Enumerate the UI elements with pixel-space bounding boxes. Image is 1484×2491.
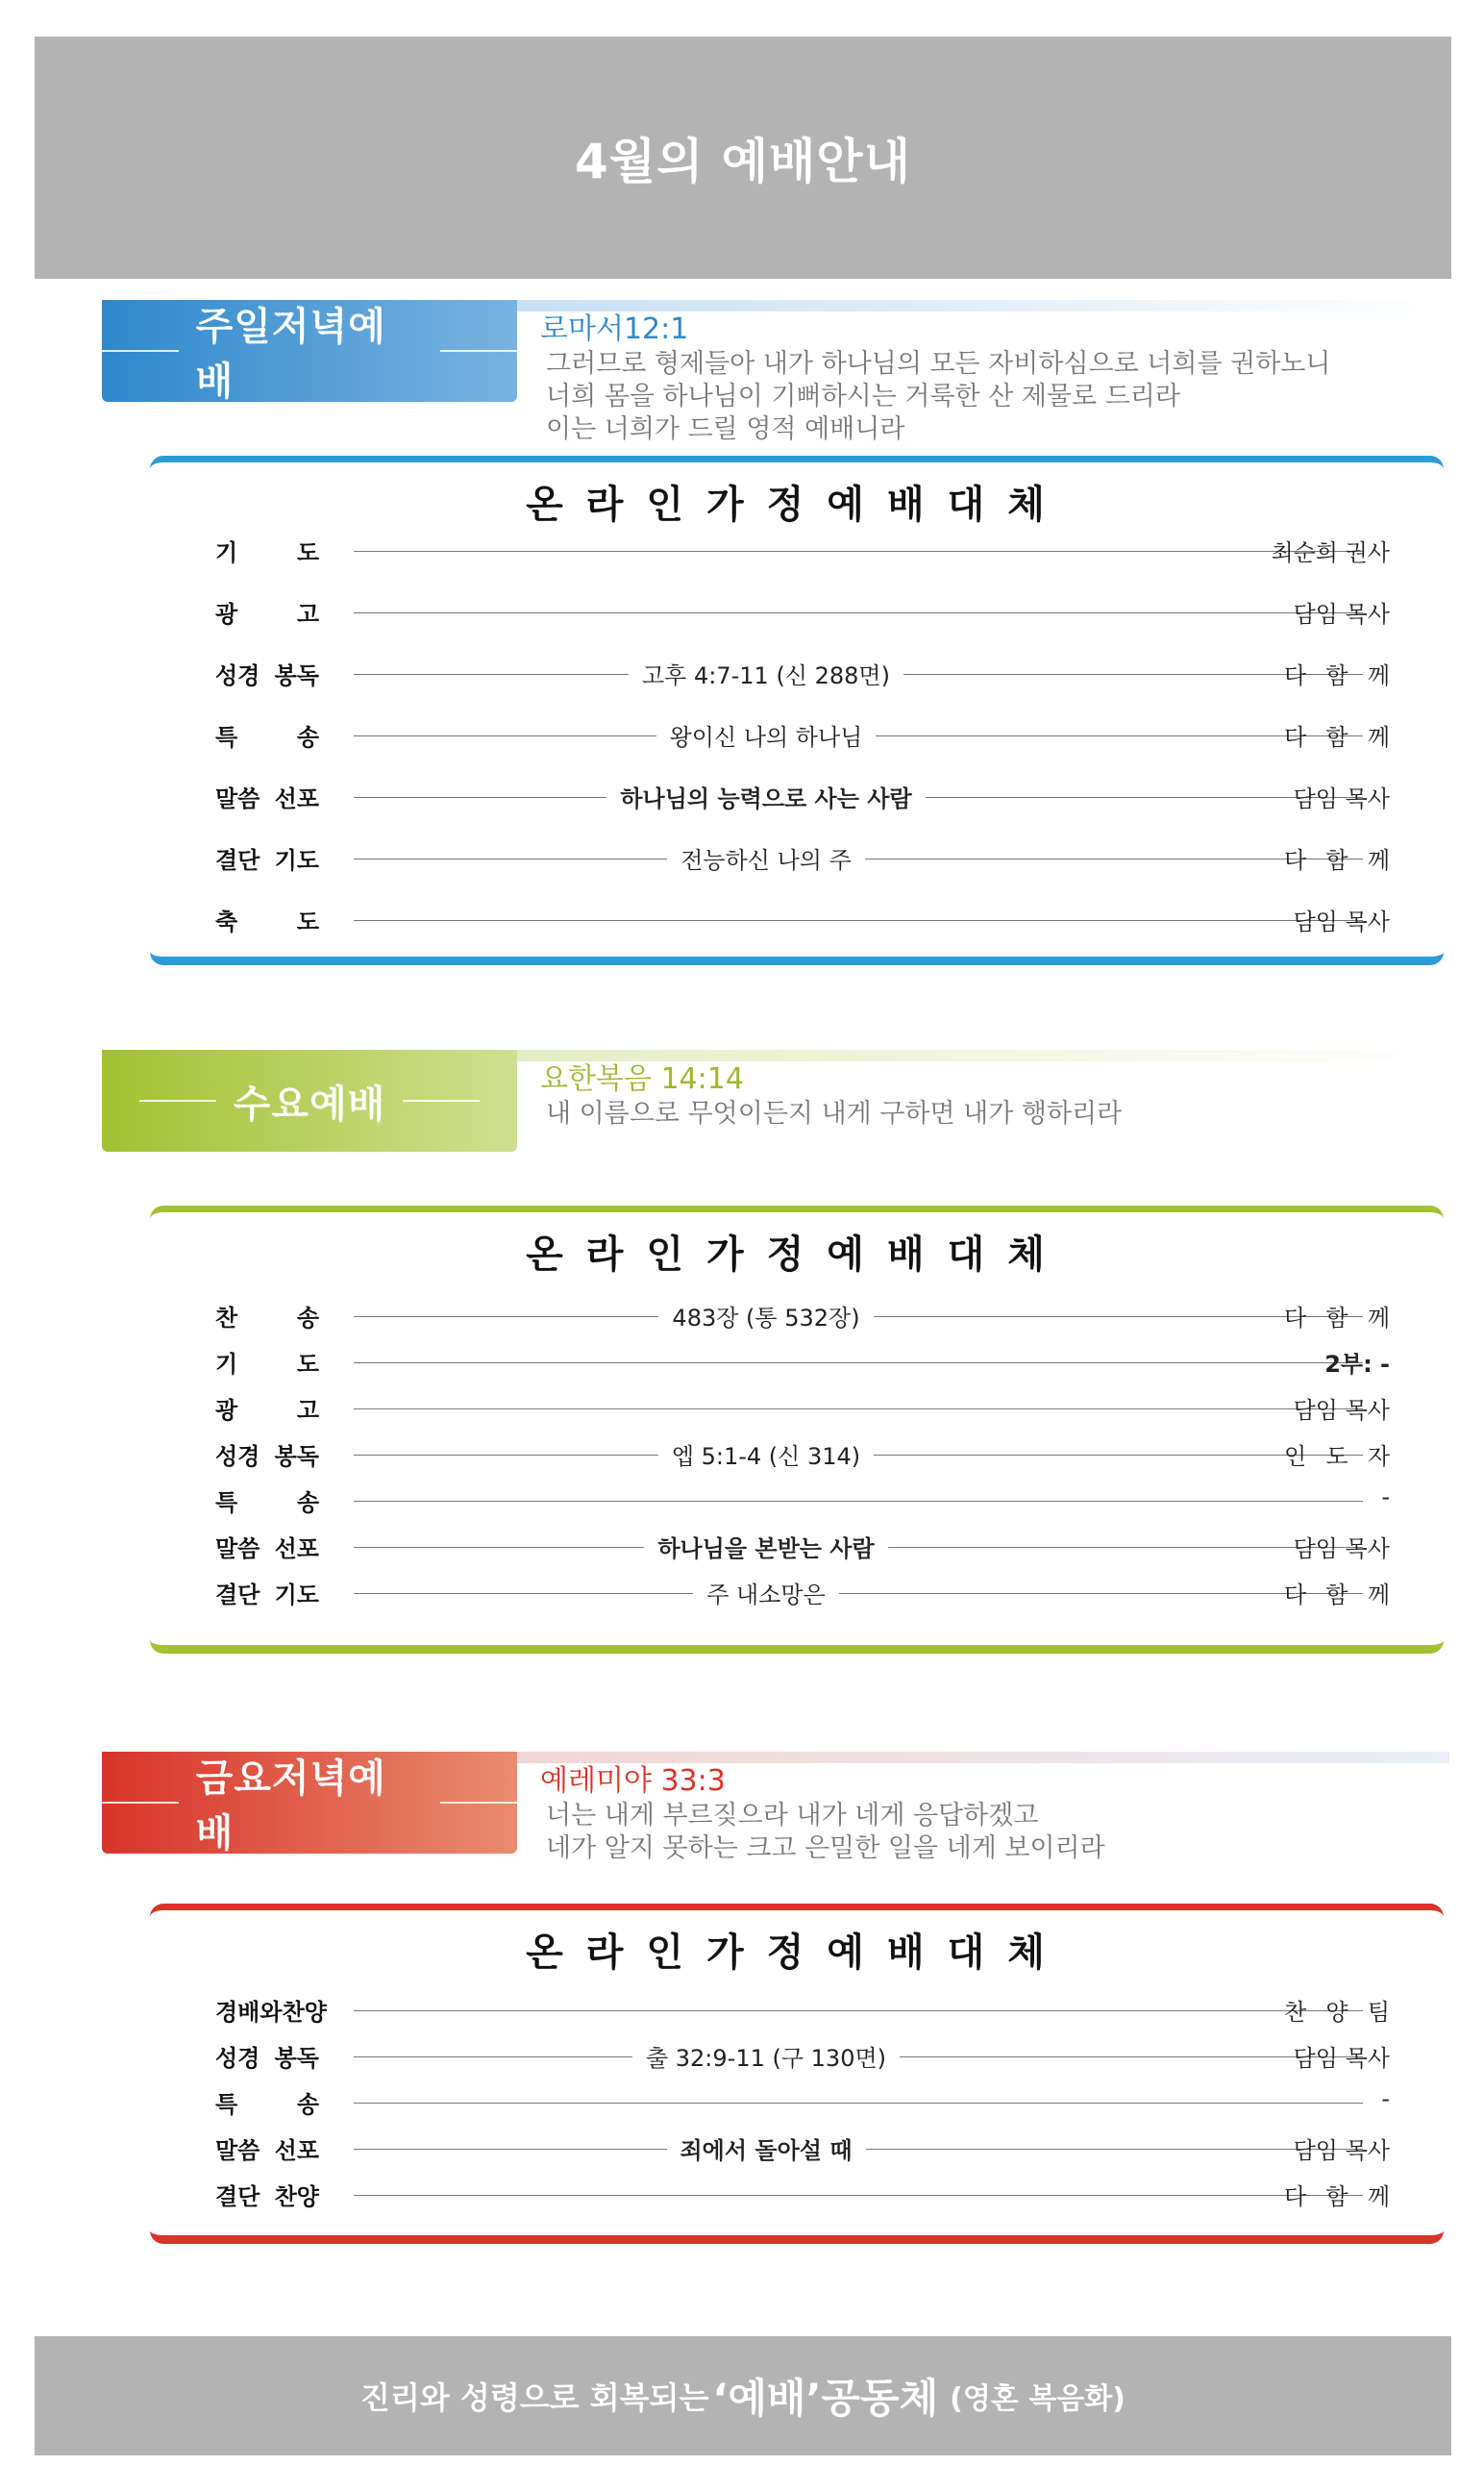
footer-part2: ‘예배’공동체 (712, 2375, 939, 2422)
sunday-verse-line: 이는 너희가 드릴 영적 예배니라 (546, 414, 905, 444)
service-item-leader: 담임 목사 (1293, 2045, 1390, 2072)
friday-verse-ref: 예레미야 33:3 (540, 1764, 726, 1798)
friday-name: 금요저녁예배 (195, 1756, 386, 1856)
wednesday-verse (540, 1061, 1122, 1131)
service-item-leader: 찬 양 팀 (1284, 1999, 1390, 2026)
sunday-header-strip (517, 300, 1449, 311)
service-row (150, 1526, 1444, 1564)
banner-title: 4월의 예배안내 (575, 134, 911, 189)
service-item-leader: 인 도 자 (1284, 1443, 1390, 1470)
service-item-leader: 담임 목사 (1293, 1397, 1390, 1424)
friday-card-title: 온라인가정예배대체 (526, 1931, 1068, 1975)
service-item-label: 말씀 선포 (215, 2137, 319, 2164)
service-row (150, 899, 1444, 937)
footer-part1: 진리와 성령으로 회복되는 (360, 2379, 709, 2416)
friday-header-strip (517, 1752, 1449, 1763)
service-row (150, 1387, 1444, 1426)
wednesday-verse-line: 내 이름으로 무엇이든지 내게 구하면 내가 행하리라 (546, 1099, 1123, 1129)
sunday-verse-line: 너희 몸을 하나님이 기뻐하시는 거룩한 산 제물로 드리라 (546, 382, 1180, 411)
service-item-leader: - (1381, 2085, 1390, 2112)
service-item-leader: 다 함 께 (1284, 1582, 1390, 1608)
service-item-label: 성경 봉독 (215, 2045, 319, 2072)
service-row (150, 653, 1444, 691)
service-row (150, 1480, 1444, 1518)
service-row (150, 1341, 1444, 1380)
service-item-label: 결단 기도 (215, 1582, 319, 1608)
leader-line (354, 920, 1363, 921)
service-item-detail: 전능하신 나의 주 (482, 841, 1050, 875)
service-item-label: 찬 송 (215, 1305, 319, 1332)
service-item-label: 성경 봉독 (215, 1443, 319, 1470)
service-row (150, 837, 1444, 876)
leader-line (354, 2103, 1363, 2104)
footer-banner (35, 2336, 1451, 2455)
service-item-label: 기 도 (215, 1351, 319, 1378)
service-item-leader: 다 함 께 (1284, 847, 1390, 874)
sunday-verse-ref: 로마서12:1 (540, 312, 689, 346)
service-item-detail: 483장 (통 532장) (482, 1299, 1050, 1333)
service-item-detail: 엡 5:1-4 (신 314) (482, 1437, 1050, 1471)
service-item-leader: 담임 목사 (1293, 601, 1390, 628)
leader-line (354, 1408, 1363, 1409)
service-item-leader: 담임 목사 (1293, 1535, 1390, 1562)
service-row (150, 2174, 1444, 2212)
sunday-tag (102, 300, 517, 402)
service-item-label: 광 고 (215, 1397, 319, 1424)
service-item-label: 말씀 선포 (215, 1535, 319, 1562)
service-row (150, 2081, 1444, 2120)
service-item-label: 결단 기도 (215, 847, 319, 874)
service-item-detail: 하나님의 능력으로 사는 사람 (482, 780, 1050, 813)
service-item-label: 특 송 (215, 2091, 319, 2118)
service-item-leader: 다 함 께 (1284, 662, 1390, 689)
service-item-label: 특 송 (215, 1489, 319, 1516)
service-row (150, 1295, 1444, 1333)
service-item-detail: 하나님을 본받는 사람 (482, 1530, 1050, 1563)
service-item-label: 축 도 (215, 909, 319, 935)
wednesday-card-title: 온라인가정예배대체 (526, 1233, 1068, 1277)
service-row (150, 1433, 1444, 1472)
sunday-order-card (150, 456, 1444, 965)
friday-verse-line: 너는 내게 부르짖으라 내가 네게 응답하겠고 (546, 1801, 1039, 1831)
service-item-detail: 왕이신 나의 하나님 (482, 718, 1050, 752)
service-item-leader: 다 함 께 (1284, 1305, 1390, 1332)
leader-line (354, 1362, 1363, 1363)
service-item-leader: 담임 목사 (1293, 2137, 1390, 2164)
leader-line (354, 551, 1363, 552)
service-item-label: 기 도 (215, 539, 319, 566)
service-row (150, 776, 1444, 814)
service-item-leader: 2부: - (1324, 1351, 1390, 1378)
service-item-detail: 죄에서 돌아설 때 (482, 2131, 1050, 2165)
service-row (150, 714, 1444, 753)
month-banner (35, 37, 1451, 279)
footer-part3: (영혼 복음화) (950, 2382, 1125, 2416)
sunday-verse-line: 그러므로 형제들아 내가 하나님의 모든 자비하심으로 너희를 권하노니 (546, 349, 1331, 379)
wednesday-name: 수요예배 (233, 1082, 386, 1127)
service-item-leader: 담임 목사 (1293, 909, 1390, 935)
friday-order-card (150, 1904, 1444, 2244)
service-item-label: 특 송 (215, 724, 319, 751)
wednesday-header-strip (517, 1050, 1449, 1061)
wednesday-order-card (150, 1206, 1444, 1654)
service-item-leader: 최순희 권사 (1271, 539, 1390, 566)
sunday-card-title: 온라인가정예배대체 (526, 483, 1068, 527)
service-item-detail: 출 32:9-11 (구 130면) (482, 2039, 1050, 2073)
service-item-detail: 주 내소망은 (482, 1576, 1050, 1609)
service-row (150, 591, 1444, 630)
friday-verse-line: 네가 알지 못하는 크고 은밀한 일을 네게 보이리라 (546, 1833, 1105, 1863)
service-item-label: 성경 봉독 (215, 662, 319, 689)
service-item-detail: 고후 4:7-11 (신 288면) (482, 657, 1050, 690)
service-item-label: 결단 찬양 (215, 2183, 319, 2210)
service-item-label: 말씀 선포 (215, 785, 319, 812)
sunday-name: 주일저녁예배 (195, 305, 386, 404)
service-item-leader: 다 함 께 (1284, 724, 1390, 751)
leader-line (354, 2195, 1363, 2196)
service-item-leader: 다 함 께 (1284, 2183, 1390, 2210)
service-row (150, 1572, 1444, 1610)
service-item-label: 광 고 (215, 601, 319, 628)
wednesday-verse-ref: 요한복음 14:14 (540, 1062, 744, 1096)
leader-line (354, 2010, 1363, 2011)
service-item-leader: 담임 목사 (1293, 785, 1390, 812)
service-item-leader: - (1381, 1483, 1390, 1510)
service-item-label: 경배와찬양 (215, 1999, 327, 2026)
leader-line (354, 612, 1363, 613)
service-row (150, 2128, 1444, 2166)
service-row (150, 530, 1444, 568)
service-row (150, 1989, 1444, 2028)
leader-line (354, 1501, 1363, 1502)
service-row (150, 2035, 1444, 2074)
wednesday-tag (102, 1050, 517, 1152)
sunday-verse (540, 311, 1330, 446)
friday-verse (540, 1763, 1105, 1865)
friday-tag (102, 1752, 517, 1854)
